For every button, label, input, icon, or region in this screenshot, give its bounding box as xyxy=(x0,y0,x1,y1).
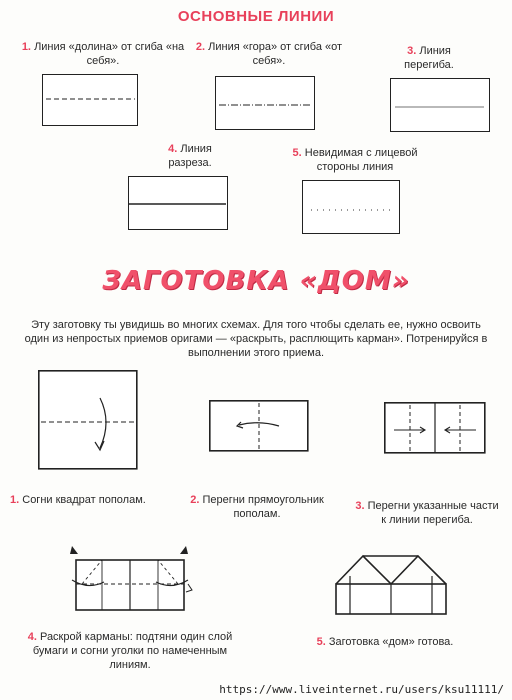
step-number: 4. xyxy=(27,631,37,643)
main-title: ЗАГОТОВКА «ДОМ» xyxy=(102,266,410,296)
crease-line-diagram xyxy=(390,78,490,132)
line-text: Невидимая с лицевой стороны линия xyxy=(304,147,418,173)
hidden-line-diagram xyxy=(302,180,400,234)
line-caption-3 xyxy=(384,44,474,72)
step-number: 5. xyxy=(316,636,326,648)
step-caption-2 xyxy=(182,493,332,521)
pocket-marker-left-icon xyxy=(70,546,78,554)
line-number: 5. xyxy=(292,147,302,159)
step-number: 2. xyxy=(190,494,200,506)
line-caption-2 xyxy=(194,40,344,68)
pocket-marker-right-icon xyxy=(180,546,188,554)
cut-line-diagram xyxy=(128,176,228,230)
line-number: 1. xyxy=(21,41,31,53)
mountain-line-diagram xyxy=(215,76,315,130)
line-number: 4. xyxy=(168,143,178,155)
intro-paragraph: Эту заготовку ты увидишь во многих схемах. Для того чтобы сделать ее, нужно освоить один из непростых приемов оригами — «раскрыть, расплющить карман». Потренируйся в выполнении этого приема. xyxy=(24,319,488,359)
step-2-diagram xyxy=(209,400,309,452)
step-text: Заготовка «дом» готова. xyxy=(328,636,454,648)
step-5-diagram xyxy=(334,552,450,616)
step-text: Перегни прямоугольник пополам. xyxy=(202,494,324,520)
line-number: 3. xyxy=(407,45,417,57)
step-caption-4 xyxy=(20,630,240,672)
square-paper xyxy=(39,371,137,469)
line-text: Линия разреза. xyxy=(168,143,212,169)
line-number: 2. xyxy=(195,41,206,53)
step-text: Согни квадрат пополам. xyxy=(22,494,146,506)
hidden-line-svg xyxy=(303,181,401,235)
valley-line-svg xyxy=(43,75,139,127)
step-caption-3 xyxy=(352,499,502,527)
section-title-basic-lines: ОСНОВНЫЕ ЛИНИИ xyxy=(177,8,335,25)
step-caption-5 xyxy=(300,635,470,649)
crease-line-svg xyxy=(391,79,491,133)
mountain-line-svg xyxy=(216,77,316,131)
arrow-head-icon xyxy=(186,584,192,592)
step-1-diagram xyxy=(38,370,138,470)
line-text: Линия перегиба. xyxy=(404,45,454,71)
source-url[interactable]: https://www.liveinternet.ru/users/ksu11111/ xyxy=(219,683,504,696)
step-caption-1 xyxy=(10,493,170,507)
step-3-diagram xyxy=(384,402,486,454)
line-caption-4 xyxy=(150,142,230,170)
line-text: Линия «долина» от сгиба «на себя». xyxy=(34,41,185,67)
line-text: Линия «гора» от сгиба «от себя». xyxy=(208,41,343,67)
step-number: 1. xyxy=(10,494,20,506)
valley-line-diagram xyxy=(42,74,138,126)
cut-line-svg xyxy=(129,177,229,231)
step-text: Перегни указанные части к линии перегиба. xyxy=(367,500,499,526)
house-roof xyxy=(336,556,446,584)
step-4-diagram xyxy=(68,544,198,616)
step-number: 3. xyxy=(355,500,365,512)
line-caption-5 xyxy=(280,146,430,174)
step-text: Раскрой карманы: подтяни один слой бумаги и согни уголки по намеченным линиям. xyxy=(32,631,233,671)
line-caption-1 xyxy=(12,40,194,68)
